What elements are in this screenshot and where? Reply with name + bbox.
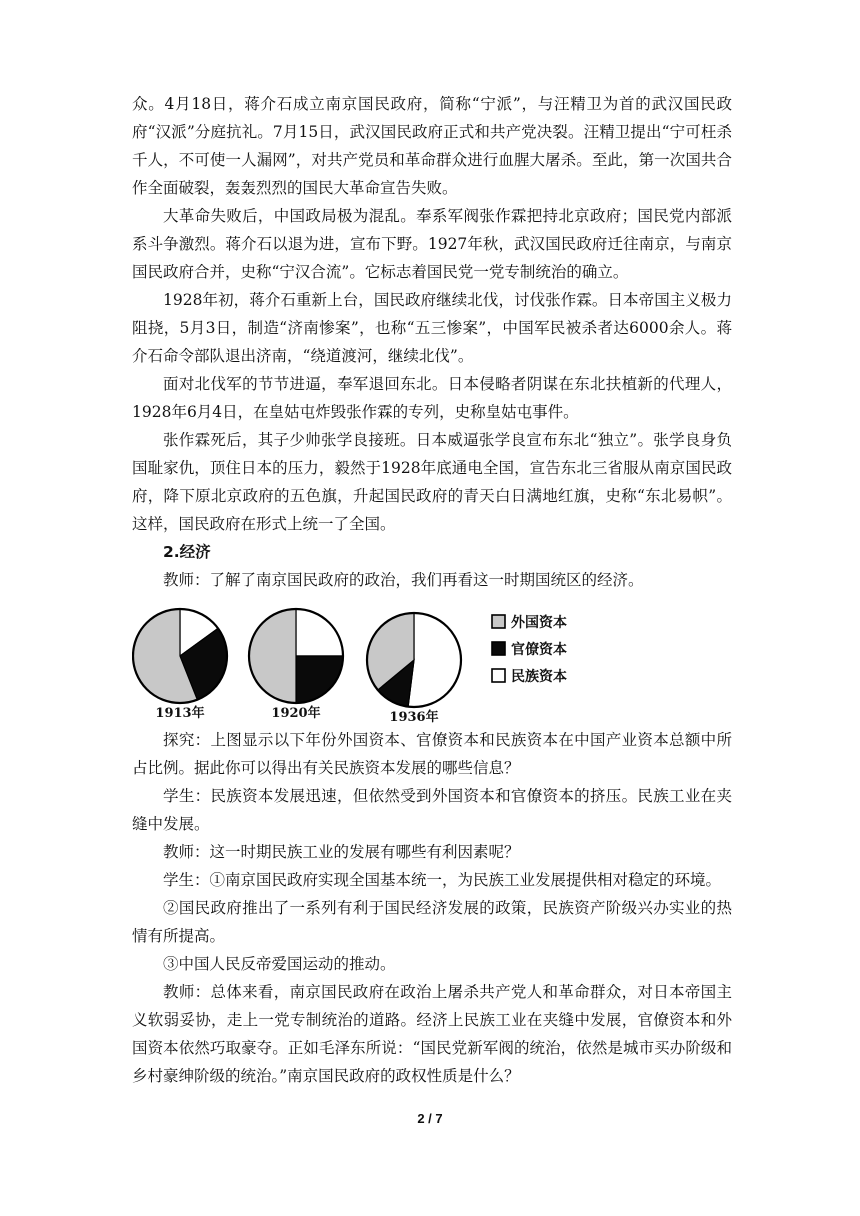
legend-swatch [492,615,505,628]
paragraph: 探究：上图显示以下年份外国资本、官僚资本和民族资本在中国产业资本总额中所占比例。据此你可以得出有关民族资本发展的哪些信息？ [132,731,732,777]
pie-chart-svg [132,600,602,724]
legend-label: 民族资本 [511,669,567,685]
paragraph: 学生：民族资本发展迅速，但依然受到外国资本和官僚资本的挤压。民族工业在夹缝中发展。 [132,787,732,833]
paragraph: 教师：这一时期民族工业的发展有哪些有利因素呢？ [163,843,520,861]
paragraph: ②国民政府推出了一系列有利于国民经济发展的政策，民族资产阶级兴办实业的热情有所提高。 [132,899,732,945]
paragraphs-bottom [132,726,732,1090]
paragraph: 学生：①南京国民政府实现全国基本统一，为民族工业发展提供相对稳定的环境。 [163,871,722,889]
legend-label: 官僚资本 [511,642,567,658]
paragraphs-top [132,90,732,538]
capital-pie-chart-figure [132,600,732,724]
document-body [132,90,732,1090]
pie-slice [408,613,461,707]
paragraph: ③中国人民反帝爱国运动的推动。 [163,955,396,973]
legend-label: 外国资本 [511,615,567,631]
pie-slice [249,609,296,703]
paragraph: 大革命失败后，中国政局极为混乱。奉系军阀张作霖把持北京政府；国民党内部派系斗争激烈。蒋介石以退为进，宣布下野。1927年秋，武汉国民政府迁往南京，与南京国民政府合并，史称“宁汉合流”。它标志着国民党一党专制统治的确立。 [132,207,732,281]
teacher-intro: 教师：了解了南京国民政府的政治，我们再看这一时期国统区的经济。 [163,571,644,589]
paragraph: 教师：总体来看，南京国民政府在政治上屠杀共产党人和革命群众，对日本帝国主义软弱妥协，走上一党专制统治的道路。经济上民族工业在夹缝中发展，官僚资本和外国资本依然巧取豪夺。正如毛泽东所说：“国民党新军阀的统治，依然是城市买办阶级和乡村豪绅阶级的统治。”南京国民政府的政权性质是什么？ [132,983,732,1085]
pie-year-label: 1913年 [155,706,205,721]
paragraph: 面对北伐军的节节进逼，奉军退回东北。日本侵略者阴谋在东北扶植新的代理人，1928年6月4日，在皇姑屯炸毁张作霖的专列，史称皇姑屯事件。 [132,375,732,421]
section-heading: 2.经济 [163,543,211,561]
legend-swatch [492,669,505,682]
paragraph: 众。4月18日，蒋介石成立南京国民政府，简称“宁派”，与汪精卫为首的武汉国民政府“汉派”分庭抗礼。7月15日，武汉国民政府正式和共产党决裂。汪精卫提出“宁可枉杀千人，不可使一人漏网”，对共产党员和革命群众进行血腥大屠杀。至此，第一次国共合作全面破裂，轰轰烈烈的国民大革命宣告失败。 [132,95,732,197]
paragraph: 张作霖死后，其子少帅张学良接班。日本威逼张学良宣布东北“独立”。张学良身负国耻家仇，顶住日本的压力，毅然于1928年底通电全国，宣告东北三省服从南京国民政府，降下原北京政府的五色旗，升起国民政府的青天白日满地红旗，史称“东北易帜”。这样，国民政府在形式上统一了全国。 [132,431,732,533]
legend-swatch [492,642,505,655]
paragraph: 1928年初，蒋介石重新上台，国民政府继续北伐，讨伐张作霖。日本帝国主义极力阻挠，5月3日，制造“济南惨案”，也称“五三惨案”，中国军民被杀者达6000余人。蒋介石命令部队退出济南，“绕道渡河，继续北伐”。 [132,291,732,365]
page-number: 2 / 7 [417,1111,443,1126]
pie-year-label: 1920年 [271,706,321,721]
pie-year-label: 1936年 [389,710,439,724]
